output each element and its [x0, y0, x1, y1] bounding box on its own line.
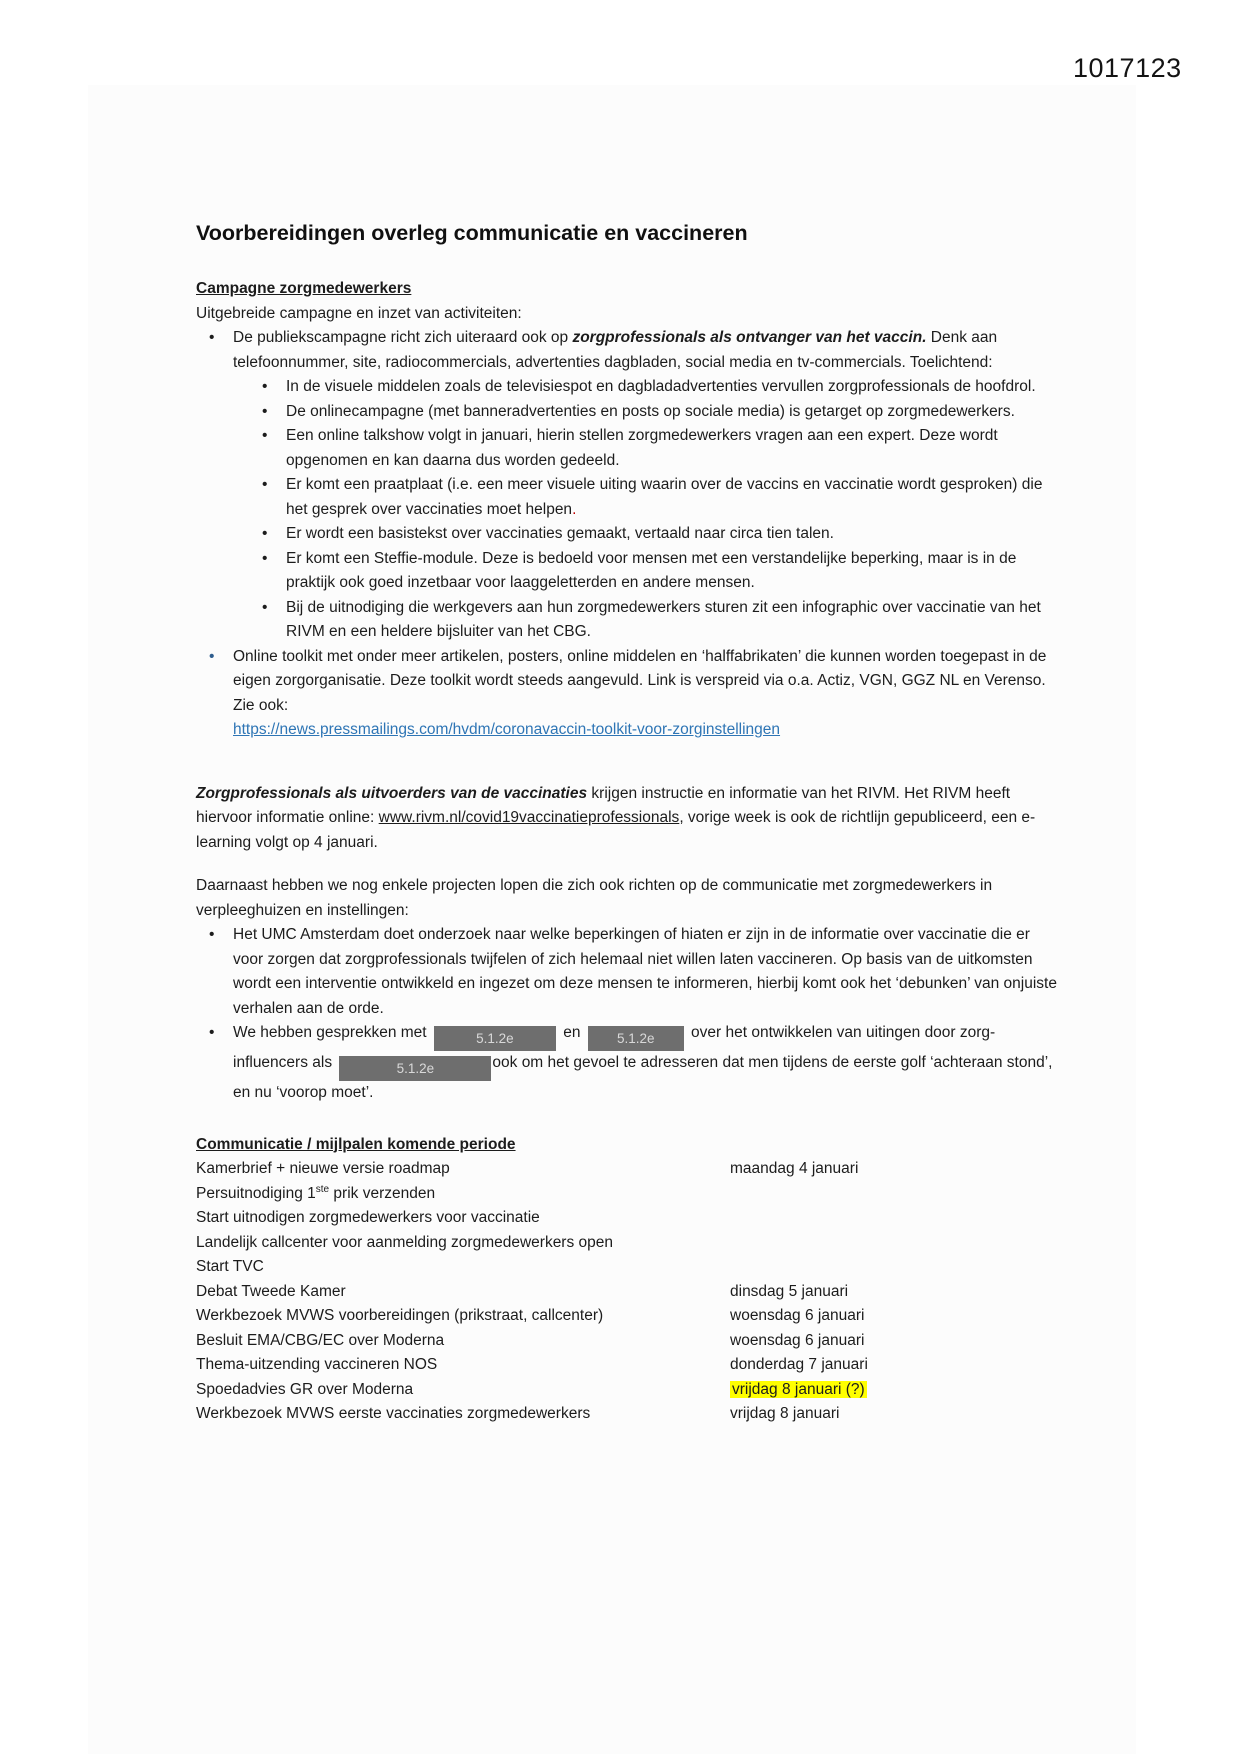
- sub-bullet-steffie-module: • Er komt een Steffie-module. Deze is bedoeld voor mensen met een verstandelijke beperking, maar is in de praktijk ook goed inzetbaar voor laaggeletterden en andere mensen.: [196, 547, 1062, 596]
- sub-bullet-basistekst: • Er wordt een basistekst over vaccinaties gemaakt, vertaald naar circa tien talen.: [196, 522, 1062, 547]
- campagne-intro: Uitgebreide campagne en inzet van activiteiten:: [196, 304, 522, 322]
- milestone-row: [196, 1329, 1062, 1354]
- redaction-box: 5.1.2e: [434, 1026, 556, 1051]
- text-segment: ook om het gevoel te adresseren dat men tijdens de eerste golf ‘achteraan stond’, en nu ‘voorop moet’.: [233, 1054, 1053, 1101]
- milestone-date-text: dinsdag 5 januari: [730, 1282, 849, 1300]
- paragraph-projects: Daarnaast hebben we nog enkele projecten lopen die zich ook richten op de communicatie met zorgmedewerkers in verpleeghuizen en instellingen:: [196, 877, 993, 919]
- milestone-row: [196, 1182, 1062, 1207]
- bullet-umc-amsterdam: • Het UMC Amsterdam doet onderzoek naar welke beperkingen of hiaten er zijn in de informatie over vaccinatie die er voor zorgen dat zorgprofessionals twijfelen of zich helemaal niet willen laten vaccineren. Op basis van de uitkomsten wordt een interventie ontwikkeld en ingezet om deze mensen te informeren, hierbij komt ook het ‘debunken’ van onjuiste verhalen aan de orde.: [196, 923, 1062, 1021]
- sub-bullet-talkshow: • Een online talkshow volgt in januari, hierin stellen zorgmedewerkers vragen aan een expert. Deze wordt opgenomen en kan daarna dus worden gedeeld.: [196, 424, 1062, 473]
- text-segment: Er komt een praatplaat (i.e. een meer visuele uiting waarin over de vaccins en vaccinatie wordt gesproken) die het gesprek over vaccinaties moet helpen: [286, 476, 1043, 518]
- milestone-row: [196, 1304, 1062, 1329]
- superscript-text: ste: [315, 1183, 330, 1195]
- milestone-date-text: woensdag 6 januari: [730, 1331, 865, 1349]
- milestone-label: Start TVC: [196, 1258, 264, 1275]
- milestone-row: [196, 1402, 1062, 1427]
- milestone-date-text: vrijdag 8 januari: [730, 1405, 840, 1422]
- text-segment: Persuitnodiging 1: [196, 1184, 316, 1202]
- milestone-date-text: vrijdag 8 januari (?): [732, 1380, 865, 1398]
- milestone-label: [196, 1182, 730, 1207]
- emphasis-text: zorgprofessionals als ontvanger van het vaccin.: [572, 329, 927, 346]
- milestone-date-text: woensdag 6 januari: [730, 1307, 865, 1324]
- milestone-date: [730, 1231, 1062, 1256]
- text-segment: over het ontwikkelen van uitingen door zorg-influencers als: [233, 1024, 996, 1071]
- milestone-label: Werkbezoek MVWS eerste vaccinaties zorgmedewerkers: [196, 1405, 591, 1422]
- red-period: .: [572, 500, 577, 518]
- milestone-row: [196, 1206, 1062, 1231]
- milestone-row: [196, 1255, 1062, 1280]
- milestone-date: [730, 1378, 1062, 1403]
- section-heading-campagne: Campagne zorgmedewerkers: [196, 280, 412, 297]
- milestone-date: [730, 1329, 1062, 1354]
- section-heading-milestones: Communicatie / mijlpalen komende periode: [196, 1135, 516, 1153]
- milestone-label: Kamerbrief + nieuwe versie roadmap: [196, 1160, 450, 1177]
- milestone-row: [196, 1353, 1062, 1378]
- milestone-label: Spoedadvies GR over Moderna: [196, 1380, 414, 1398]
- text-segment: Denk aan telefoonnummer, site, radiocommercials, advertenties dagbladen, social media en tv-commercials. Toelichtend:: [233, 329, 998, 371]
- milestone-label: Start uitnodigen zorgmedewerkers voor vaccinatie: [196, 1209, 540, 1226]
- milestone-date-text: donderdag 7 januari: [730, 1356, 868, 1373]
- milestone-date: [730, 1182, 1062, 1207]
- sub-bullet-infographic: • Bij de uitnodiging die werkgevers aan hun zorgmedewerkers sturen zit een infographic over vaccinatie van het RIVM en een heldere bijsluiter van het CBG.: [196, 596, 1062, 645]
- page-title: Voorbereidingen overleg communicatie en vaccineren: [196, 221, 748, 245]
- text-segment: De publiekscampagne richt zich uiteraard ook op: [233, 329, 573, 346]
- milestone-date: [730, 1304, 1062, 1329]
- milestone-label: Werkbezoek MVWS voorbereidingen (prikstraat, callcenter): [196, 1307, 604, 1324]
- paragraph-rivm: [196, 782, 1062, 856]
- rivm-link[interactable]: www.rivm.nl/covid19vaccinatieprofessionals: [378, 809, 680, 826]
- sub-bullet-visuele-middelen: • In de visuele middelen zoals de televisiespot en dagbladadvertenties vervullen zorgprofessionals de hoofdrol.: [196, 375, 1062, 400]
- milestone-label: Debat Tweede Kamer: [196, 1282, 346, 1300]
- redaction-box: 5.1.2e: [588, 1026, 684, 1051]
- milestone-row: [196, 1280, 1062, 1305]
- sub-bullet-praatplaat: [196, 473, 1062, 522]
- emphasis-text: Zorgprofessionals als uitvoerders van de vaccinaties: [196, 784, 588, 802]
- milestone-date: [730, 1206, 1062, 1231]
- text-segment: , vorige week is ook de richtlijn gepubliceerd, een e-learning volgt op 4 januari.: [196, 809, 1036, 851]
- milestone-date: [730, 1353, 1062, 1378]
- document-content: [196, 219, 1062, 1427]
- text-segment: en: [558, 1024, 585, 1041]
- toolkit-link[interactable]: https://news.pressmailings.com/hvdm/coronavaccin-toolkit-voor-zorginstellingen: [233, 721, 781, 738]
- milestone-date: [730, 1402, 1062, 1427]
- bullet-publiekscampagne: [196, 326, 1062, 375]
- milestone-label: Landelijk callcenter voor aanmelding zorgmedewerkers open: [196, 1233, 614, 1251]
- text-segment: prik verzenden: [329, 1184, 436, 1202]
- milestones-table: [196, 1157, 1062, 1427]
- text-segment: Online toolkit met onder meer artikelen, posters, online middelen en ‘halffabrikaten’ die kunnen worden toegepast in de eigen zorgorganisatie. Deze toolkit wordt steeds aangevuld. Link is verspreid via o.a. Actiz, VGN, GGZ NL en Verenso. Zie ook:: [233, 647, 1047, 714]
- milestone-row: [196, 1157, 1062, 1182]
- text-segment: We hebben gesprekken met: [233, 1024, 431, 1041]
- milestone-label: Besluit EMA/CBG/EC over Moderna: [196, 1331, 445, 1349]
- milestone-date: [730, 1157, 1062, 1182]
- toolkit-link-line: [233, 718, 1062, 743]
- redaction-box: 5.1.2e: [339, 1056, 491, 1081]
- milestone-date: [730, 1280, 1062, 1305]
- milestone-label: Thema-uitzending vaccineren NOS: [196, 1356, 438, 1373]
- text-segment: krijgen instructie en informatie van het RIVM. Het RIVM heeft hiervoor informatie online:: [196, 784, 1011, 826]
- sub-bullet-onlinecampagne: • De onlinecampagne (met banneradvertenties en posts op sociale media) is getarget op zorgmedewerkers.: [196, 400, 1062, 425]
- milestone-date-text: maandag 4 januari: [730, 1160, 859, 1177]
- document-number-stamp: 1017123: [1073, 53, 1182, 83]
- milestone-date: [730, 1255, 1062, 1280]
- bullet-online-toolkit: [196, 645, 1062, 743]
- bullet-gesprekken: [196, 1021, 1062, 1106]
- milestone-row: [196, 1231, 1062, 1256]
- milestone-row: [196, 1378, 1062, 1403]
